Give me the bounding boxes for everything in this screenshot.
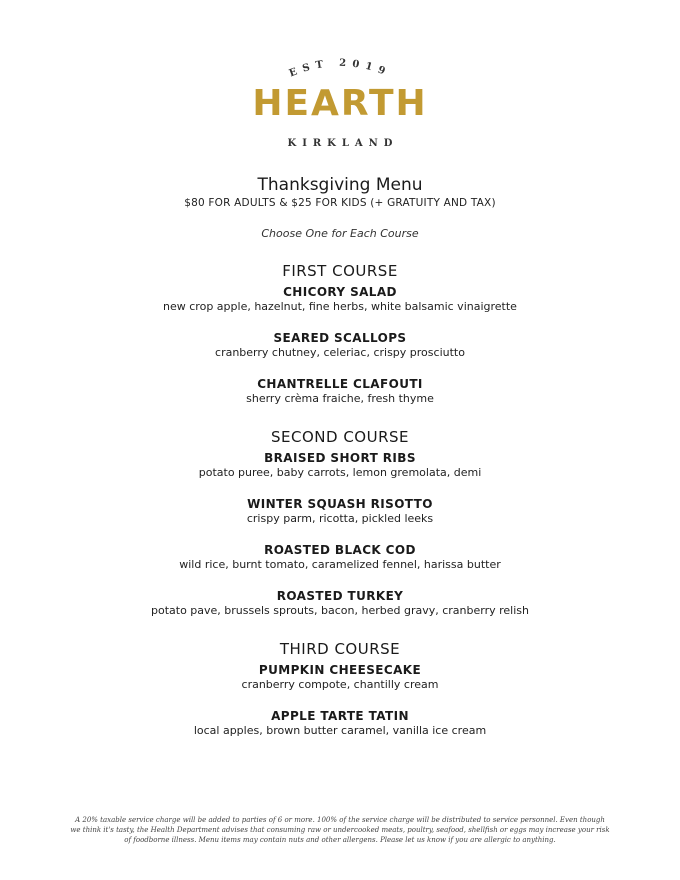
item-description: cranberry compote, chantilly cream: [241, 678, 439, 691]
item-name: CHICORY SALAD: [283, 285, 397, 299]
course-second: [0, 428, 680, 618]
item-name: CHANTRELLE CLAFOUTI: [257, 377, 423, 391]
course-title: FIRST COURSE: [282, 262, 398, 280]
menu: [0, 174, 680, 738]
item-description: local apples, brown butter caramel, vanilla ice cream: [193, 724, 487, 737]
course-title: THIRD COURSE: [279, 640, 401, 658]
menu-item: [0, 450, 680, 480]
course-first: [0, 262, 680, 406]
menu-item: [0, 708, 680, 738]
menu-item: [0, 588, 680, 618]
course-title: SECOND COURSE: [271, 428, 409, 446]
item-name: ROASTED BLACK COD: [264, 543, 416, 557]
svg-text:EST 2019: EST 2019: [287, 57, 393, 80]
menu-item: [0, 284, 680, 314]
item-description: potato puree, baby carrots, lemon gremolata, demi: [198, 466, 482, 479]
item-description: sherry crèma fraiche, fresh thyme: [246, 392, 434, 405]
menu-item: [0, 330, 680, 360]
item-name: ROASTED TURKEY: [276, 589, 404, 603]
choose-instruction: Choose One for Each Course: [261, 227, 419, 240]
menu-item: [0, 542, 680, 572]
item-description: potato pave, brussels sprouts, bacon, herbed gravy, cranberry relish: [151, 604, 529, 617]
footer-disclaimer: A 20% taxable service charge will be added to parties of 6 or more. 100% of the service charge will be distributed to service personnel. Even though we think it's tasty, the Health Department advises that consuming raw or undercooked meats, poultry, seafood, shellfish or eggs may increase your risk of foodborne illness. Menu items may contain nuts and other allergens. Please let us know if you are allergic to anything.: [70, 816, 610, 844]
location-name: KIRKLAND: [287, 138, 399, 149]
item-description: crispy parm, ricotta, pickled leeks: [246, 512, 434, 525]
brand-name: HEARTH: [252, 83, 428, 124]
item-name: APPLE TARTE TATIN: [271, 709, 409, 723]
menu-title: Thanksgiving Menu: [257, 175, 423, 195]
item-description: new crop apple, hazelnut, fine herbs, white balsamic vinaigrette: [163, 300, 517, 313]
course-third: [0, 640, 680, 738]
item-name: SEARED SCALLOPS: [273, 331, 407, 345]
menu-item: [0, 662, 680, 692]
item-name: PUMPKIN CHEESECAKE: [258, 663, 422, 677]
item-description: cranberry chutney, celeriac, crispy prosciutto: [215, 346, 465, 359]
menu-item: [0, 496, 680, 526]
item-name: WINTER SQUASH RISOTTO: [247, 497, 433, 511]
item-name: BRAISED SHORT RIBS: [264, 451, 416, 465]
logo: [0, 52, 680, 149]
price-line: $80 FOR ADULTS & $25 FOR KIDS (+ GRATUITY AND TAX): [184, 197, 496, 209]
item-description: wild rice, burnt tomato, caramelized fennel, harissa butter: [179, 558, 501, 571]
est-arc-text: [240, 52, 440, 82]
menu-item: [0, 376, 680, 406]
